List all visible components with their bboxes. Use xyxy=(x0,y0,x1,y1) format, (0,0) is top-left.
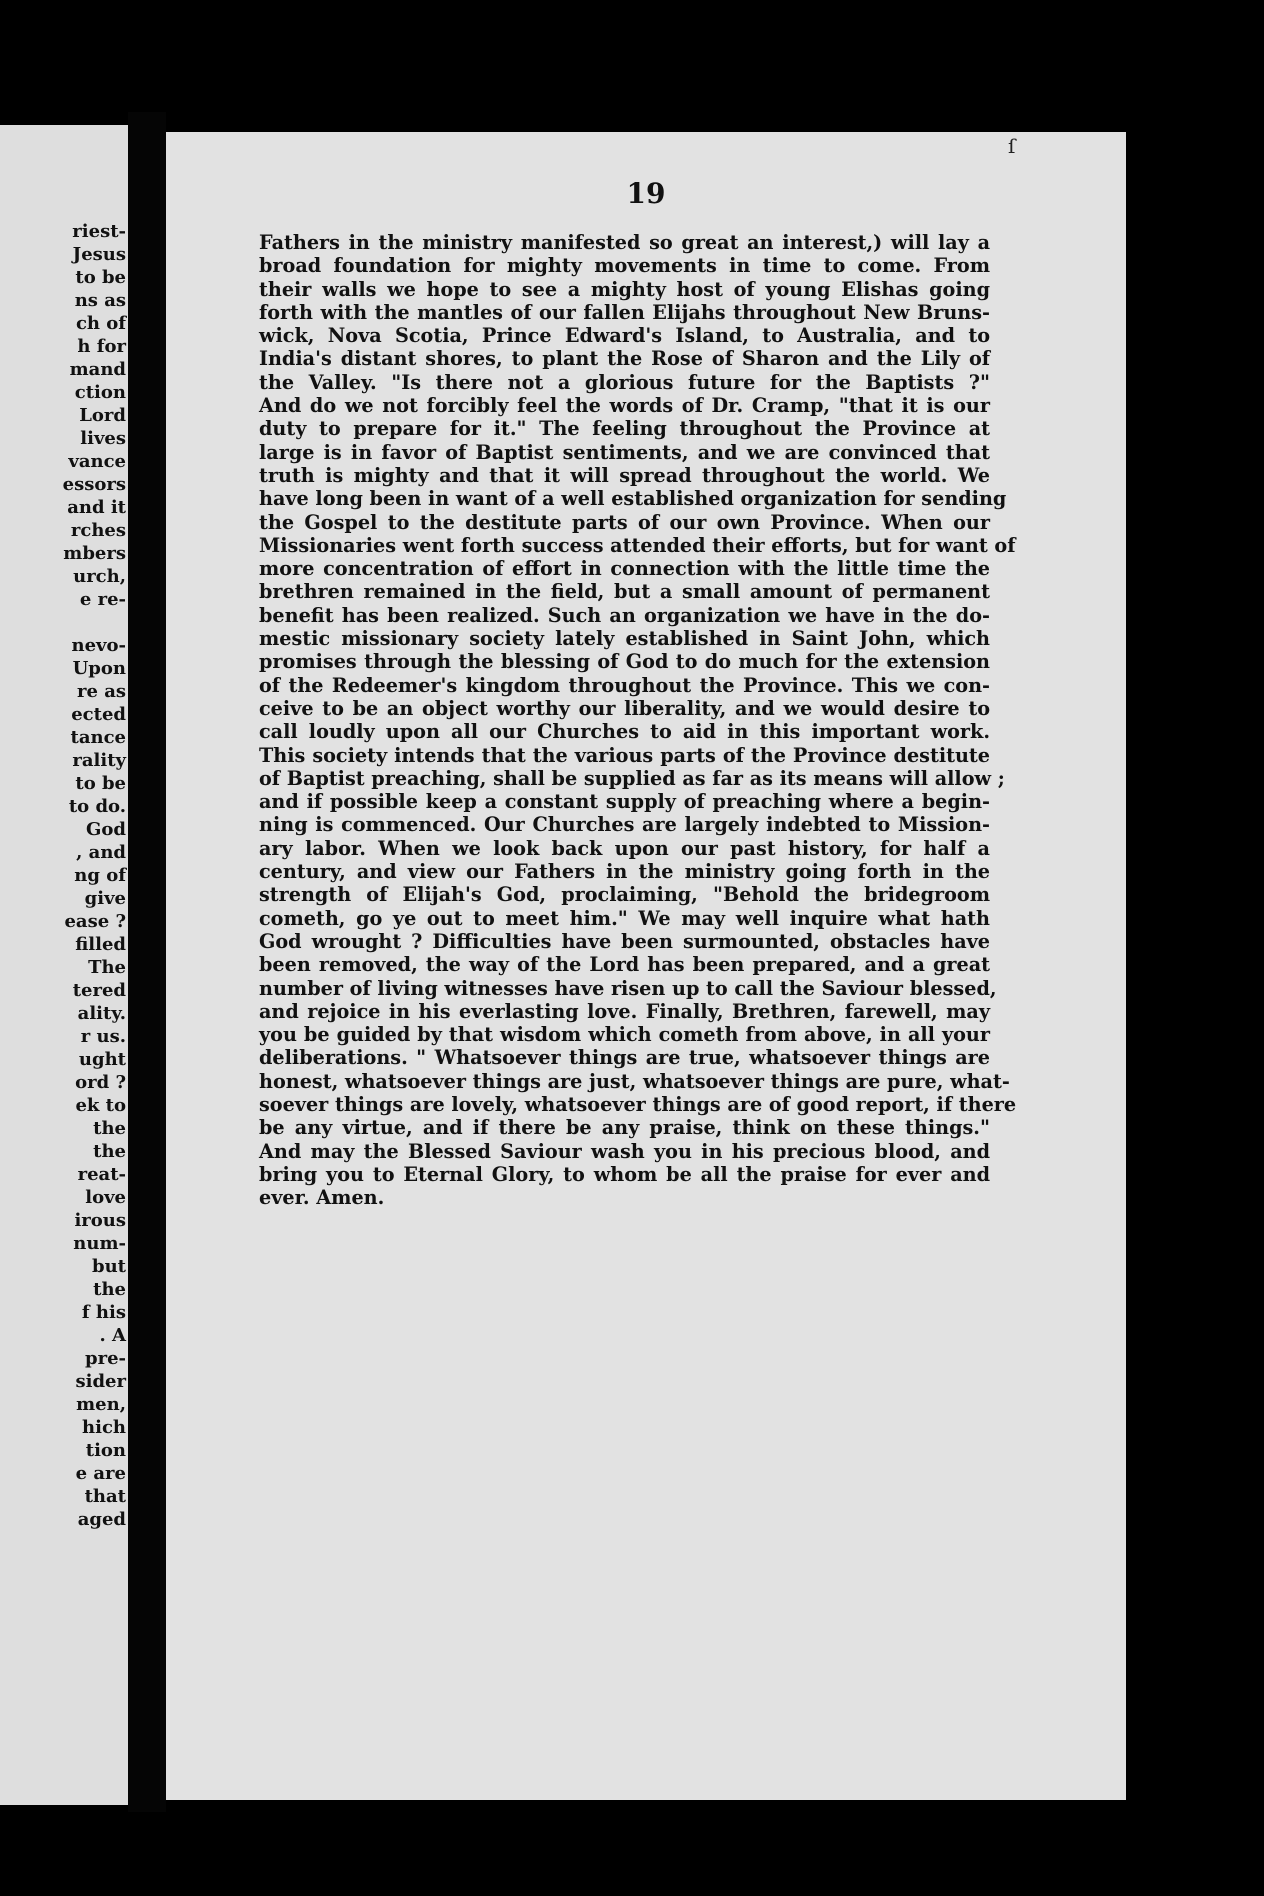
facing-page-line: that xyxy=(84,1486,126,1507)
facing-page-line: f his xyxy=(81,1302,126,1323)
body-line: large is in favor of Baptist sentiments, and we are convinced that xyxy=(259,440,990,464)
facing-page-line: give xyxy=(84,888,126,909)
facing-page-line: nevo- xyxy=(71,635,126,656)
body-line: and rejoice in his everlasting love. Finally, Brethren, farewell, may xyxy=(259,999,990,1023)
body-line: Fathers in the ministry manifested so great an interest,) will lay a xyxy=(259,231,990,254)
facing-page-line: filled xyxy=(75,934,126,955)
facing-page-line: r us. xyxy=(80,1026,126,1047)
facing-page-line: Upon xyxy=(72,658,126,679)
body-line: call loudly upon all our Churches to aid in this important work. xyxy=(259,720,990,744)
body-line: India's distant shores, to plant the Rose of Sharon and the Lily of xyxy=(259,347,990,371)
facing-page-line: reat- xyxy=(77,1164,126,1185)
facing-page-line: . A xyxy=(99,1325,126,1346)
document-page xyxy=(166,132,1126,1800)
facing-page-line: aged xyxy=(77,1509,126,1530)
body-line: Missionaries went forth success attended their efforts, but for want of xyxy=(259,533,1016,557)
body-line: ning is commenced. Our Churches are largely indebted to Mission- xyxy=(259,813,990,837)
facing-page-line: mand xyxy=(69,359,126,380)
facing-page-line: ng of xyxy=(74,865,126,886)
body-line: wick, Nova Scotia, Prince Edward's Island, to Australia, and to xyxy=(259,324,990,348)
body-line: their walls we hope to see a mighty host of young Elishas going xyxy=(259,277,990,301)
facing-page-line: ught xyxy=(78,1049,126,1070)
body-line: you be guided by that wisdom which cometh from above, in all your xyxy=(259,1023,990,1047)
facing-page-line: tance xyxy=(70,727,126,748)
facing-page-line: ease ? xyxy=(64,911,126,932)
body-line: bring you to Eternal Glory, to whom be all the praise for ever and xyxy=(259,1162,990,1186)
facing-page-line: ns as xyxy=(74,290,126,311)
body-line: honest, whatsoever things are just, whatsoever things are pure, what- xyxy=(259,1069,1010,1093)
facing-page-line: num- xyxy=(73,1233,126,1254)
facing-page-line: rality xyxy=(72,750,126,771)
facing-page-line: tion xyxy=(85,1440,126,1461)
facing-page-line: lives xyxy=(80,428,126,449)
facing-page-line: , and xyxy=(76,842,126,863)
body-line: number of living witnesses have risen up to call the Saviour blessed, xyxy=(259,976,997,1000)
facing-page-fragment xyxy=(0,125,128,1805)
body-line: the Valley. "Is there not a glorious future for the Baptists ?" xyxy=(259,370,990,394)
page-number: 19 xyxy=(626,177,666,210)
facing-page-line: to be xyxy=(75,773,126,794)
body-line: truth is mighty and that it will spread throughout the world. We xyxy=(259,463,990,487)
body-line: been removed, the way of the Lord has been prepared, and a great xyxy=(259,953,990,977)
facing-page-line: mbers xyxy=(63,543,126,564)
body-line: century, and view our Fathers in the ministry going forth in the xyxy=(259,860,990,884)
facing-page-line: the xyxy=(93,1141,126,1162)
facing-page-line: hich xyxy=(82,1417,126,1438)
body-line: mestic missionary society lately established in Saint John, which xyxy=(259,627,990,651)
facing-page-line: ord ? xyxy=(75,1072,126,1093)
body-line: This society intends that the various parts of the Province destitute xyxy=(259,743,990,767)
facing-page-line: the xyxy=(93,1118,126,1139)
facing-page-line: sider xyxy=(75,1371,126,1392)
body-line: ceive to be an object worthy our liberality, and we would desire to xyxy=(259,696,990,720)
facing-page-line: love xyxy=(85,1187,126,1208)
body-line: brethren remained in the field, but a small amount of permanent xyxy=(259,580,990,604)
body-line: and if possible keep a constant supply of preaching where a begin- xyxy=(259,790,990,814)
body-line: And do we not forcibly feel the words of Dr. Cramp, "that it is our xyxy=(259,394,990,418)
facing-page-line: h for xyxy=(77,336,126,357)
facing-page-line: tered xyxy=(72,980,126,1001)
facing-page-line: Jesus xyxy=(72,244,126,265)
facing-page-line: urch, xyxy=(73,566,126,587)
facing-page-line: ction xyxy=(74,382,126,403)
body-line: of the Redeemer's kingdom throughout the Province. This we con- xyxy=(259,673,990,697)
facing-page-line: vance xyxy=(68,451,126,472)
facing-page-line: God xyxy=(86,819,126,840)
facing-page-line: irous xyxy=(74,1210,126,1231)
body-line: God wrought ? Difficulties have been surmounted, obstacles have xyxy=(259,929,990,953)
body-line: of Baptist preaching, shall be supplied as far as its means will allow ; xyxy=(259,766,1005,790)
facing-page-line: to be xyxy=(75,267,126,288)
body-line: ever. Amen. xyxy=(259,1186,385,1210)
book-gutter xyxy=(128,112,166,1812)
facing-page-line: rches xyxy=(70,520,126,541)
body-line: cometh, go ye out to meet him." We may well inquire what hath xyxy=(259,906,990,930)
facing-page-line: The xyxy=(88,957,126,978)
body-text xyxy=(259,231,1017,1210)
body-line: have long been in want of a well established organization for sending xyxy=(259,487,1007,511)
body-line: more concentration of effort in connection with the little time the xyxy=(259,557,990,581)
facing-page-line: pre- xyxy=(85,1348,126,1369)
body-line: strength of Elijah's God, proclaiming, "Behold the bridegroom xyxy=(259,883,990,907)
facing-page-line: e re- xyxy=(79,589,126,610)
facing-page-line: and it xyxy=(67,497,126,518)
facing-page-line: Lord xyxy=(79,405,126,426)
body-line: broad foundation for mighty movements in time to come. From xyxy=(259,254,990,278)
facing-page-line: e are xyxy=(75,1463,126,1484)
body-line: ary labor. When we look back upon our past history, for half a xyxy=(259,836,990,860)
body-line: And may the Blessed Saviour wash you in his precious blood, and xyxy=(259,1139,990,1163)
facing-page-line: ected xyxy=(71,704,126,725)
corner-mark: ſ xyxy=(1008,134,1016,158)
body-line: soever things are lovely, whatsoever things are of good report, if there xyxy=(259,1092,1017,1116)
body-line: forth with the mantles of our fallen Elijahs throughout New Bruns- xyxy=(259,300,990,324)
facing-page-line: men, xyxy=(76,1394,126,1415)
body-line: the Gospel to the destitute parts of our own Province. When our xyxy=(259,510,990,534)
facing-page-line: re as xyxy=(77,681,126,702)
body-line: promises through the blessing of God to do much for the extension xyxy=(259,650,990,674)
facing-page-line: ch of xyxy=(75,313,126,334)
body-line: duty to prepare for it." The feeling throughout the Province at xyxy=(259,417,990,441)
facing-page-line: to do. xyxy=(68,796,126,817)
facing-page-line: ality. xyxy=(77,1003,126,1024)
facing-page-line: but xyxy=(92,1256,126,1277)
body-line: benefit has been realized. Such an organization we have in the do- xyxy=(259,603,990,627)
facing-page-line: ek to xyxy=(75,1095,126,1116)
facing-page-line: the xyxy=(93,1279,126,1300)
body-line: deliberations. " Whatsoever things are true, whatsoever things are xyxy=(259,1046,990,1070)
facing-page-line: essors xyxy=(62,474,126,495)
body-line: be any virtue, and if there be any praise, think on these things." xyxy=(259,1116,990,1140)
facing-page-line: riest- xyxy=(72,221,126,242)
